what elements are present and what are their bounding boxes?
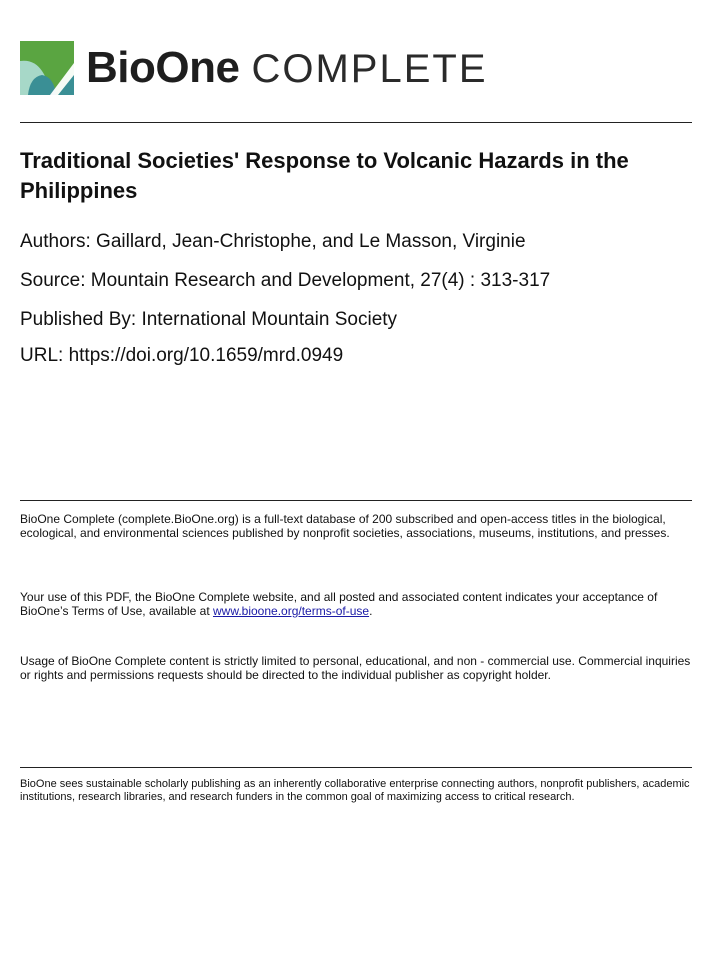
brand-secondary: COMPLETE [251,47,488,91]
terms-of-use-link[interactable]: www.bioone.org/terms-of-use [212,604,370,618]
mission-divider [20,767,692,768]
terms-notice [20,590,692,618]
notices-divider [20,500,692,501]
article-publisher: Published By: International Mountain Society [20,309,398,330]
header-divider [20,122,692,123]
brand-primary: BioOne [86,43,240,92]
usage-notice: Usage of BioOne Complete content is strictly limited to personal, educational, and non - commercial use. Commercial inquiries or rights and permissions requests should be directed to the individual publisher as copyright holder. [20,654,691,682]
terms-notice-prefix: Your use of this PDF, the BioOne Complete website, and all posted and associated content indicates your acceptance of BioOne’s Terms of Use, available at [20,590,658,618]
bioone-leaf-logo-icon [20,41,74,95]
article-url: URL: https://doi.org/10.1659/mrd.0949 [20,345,344,366]
article-title: Traditional Societies' Response to Volcanic Hazards in the Philippines [20,148,629,203]
header [20,38,488,98]
article-authors: Authors: Gaillard, Jean-Christophe, and Le Masson, Virginie [20,231,526,252]
database-notice: BioOne Complete (complete.BioOne.org) is a full-text database of 200 subscribed and open-access titles in the biological, ecological, and environmental sciences published by nonprofit societies, associations, museums, institutions, and presses. [20,512,670,540]
terms-notice-suffix: . [369,604,373,618]
article-source: Source: Mountain Research and Development, 27(4) : 313-317 [20,270,551,291]
brand-wordmark [86,43,488,93]
mission-statement: BioOne sees sustainable scholarly publishing as an inherently collaborative enterprise connecting authors, nonprofit publishers, academic institutions, research libraries, and research funders in the common goal of maximizing access to critical research. [20,778,690,803]
